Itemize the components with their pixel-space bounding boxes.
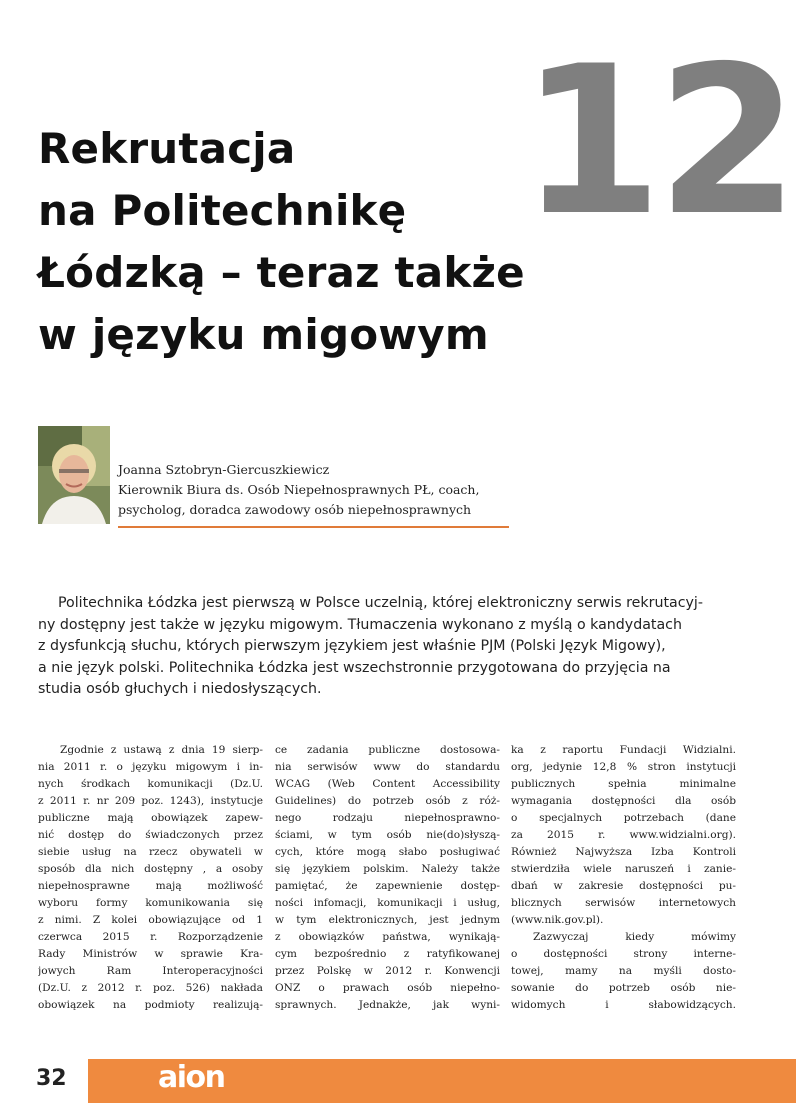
body-line: ONZ o prawach osób niepełno- [275,982,500,994]
body-line: org, jedynie 12,8 % stron instytucji [511,761,736,773]
body-line: widomych i słabowidzących. [511,999,736,1011]
body-line: Rady Ministrów w sprawie Kra- [38,948,263,960]
lead-line: a nie język polski. Politechnika Łódzka jest wszechstronnie przygotowana do przyjęcia na [38,659,671,676]
author-role: psycholog, doradca zawodowy osób niepełnosprawnych [118,502,472,517]
lead-line: studia osób głuchych i niedosłyszących. [38,681,322,697]
body-line: nić dostęp do świadczonych przez [38,829,263,841]
body-line: jowych Ram Interoperacyjności [38,965,263,977]
title-line: Rekrutacja [38,124,296,173]
lead-line: Politechnika Łódzka jest pierwszą w Polsce uczelnią, której elektroniczny serwis rekrutacyj- [58,595,703,611]
body-line: się językiem polskim. Należy także [275,863,500,875]
body-line: ka z raportu Fundacji Widzialni. [511,744,736,756]
body-line: siebie usług na rzecz obywateli w [38,846,263,858]
title-line: w języku migowym [38,310,489,359]
body-line: (Dz.U. z 2012 r. poz. 526) nakłada [38,982,263,994]
body-line: Zazwyczaj kiedy mówimy [533,931,736,943]
body-line: Zgodnie z ustawą z dnia 19 sierp- [60,744,263,756]
body-line: sposób dla nich dostępny , a osoby [38,863,263,875]
body-line: wyboru formy komunikowania się [38,897,263,909]
body-line: nego rodzaju niepełnosprawno- [275,812,500,824]
body-line: z obowiązków państwa, wynikają- [275,931,500,943]
body-line: pamiętać, że zapewnienie dostęp- [275,880,500,892]
body-line: ności infomacji, komunikacji i usług, [275,897,500,909]
body-line: za 2015 r. www.widzialni.org). [511,829,736,841]
author-photo [38,426,110,524]
body-line: cym bezpośrednio z ratyfikowanej [275,948,500,960]
body-column-1 [38,742,263,1014]
body-line: przez Polskę w 2012 r. Konwencji [275,965,500,977]
title-line: na Politechnikę [38,186,407,235]
body-line: Również Najwyższa Izba Kontroli [511,846,736,858]
portrait-image [38,426,110,524]
body-line: towej, mamy na myśli dosto- [511,965,736,977]
body-line: ściami, w tym osób nie(do)słyszą- [275,829,500,841]
body-column-2 [275,742,500,1014]
lead-line: ny dostępny jest także w języku migowym. Tłumaczenia wykonano z myślą o kandydatach [38,616,682,633]
body-line: w tym elektronicznych, jest jednym [275,914,500,926]
body-line: nia serwisów www do standardu [275,761,500,773]
body-line: wymagania dostępności dla osób [511,795,736,807]
title-line: Łódzką – teraz także [38,248,525,297]
article-title [38,118,638,366]
body-line: z 2011 r. nr 209 poz. 1243), instytucje [38,795,263,807]
chapter-number: 12 [520,23,794,261]
body-line: WCAG (Web Content Accessibility [275,778,500,790]
body-line: o specjalnych potrzebach (dane [511,812,736,824]
body-line: o dostępności strony interne- [511,948,736,960]
author-name: Joanna Sztobryn-Giercuszkiewicz [118,462,330,477]
aion-logo: aion [158,1060,225,1095]
body-line: nych środkach komunikacji (Dz.U. [38,778,263,790]
body-line: sprawnych. Jednakże, jak wyni- [275,999,500,1011]
body-line: czerwca 2015 r. Rozporządzenie [38,931,263,943]
author-info [118,460,518,520]
body-column-3 [511,742,736,1014]
body-line: publicznych spełnia minimalne [511,778,736,790]
body-line: ce zadania publiczne dostosowa- [275,744,500,756]
body-line: z nimi. Z kolei obowiązujące od 1 [38,914,263,926]
body-line: niepełnosprawne mają możliwość [38,880,263,892]
body-line: cych, które mogą słabo posługiwać [275,846,500,858]
body-line: obowiązek na podmioty realizują- [38,999,263,1011]
page-number: 32 [36,1066,67,1091]
body-line: Guidelines) do potrzeb osób z róż- [275,795,500,807]
body-line: publiczne mają obowiązek zapew- [38,812,263,824]
lead-paragraph [38,593,746,701]
body-line: stwierdziła wiele naruszeń i zanie- [511,863,736,875]
body-line: sowanie do potrzeb osób nie- [511,982,736,994]
author-role: Kierownik Biura ds. Osób Niepełnosprawnych PŁ, coach, [118,482,480,497]
body-line: dbań w zakresie dostępności pu- [511,880,736,892]
author-divider [118,526,509,528]
body-line: blicznych serwisów internetowych [511,897,736,909]
body-line: (www.nik.gov.pl). [511,914,604,926]
lead-line: z dysfunkcją słuchu, których pierwszym językiem jest właśnie PJM (Polski Język Migowy), [38,638,666,654]
body-line: nia 2011 r. o języku migowym i in- [38,761,263,773]
